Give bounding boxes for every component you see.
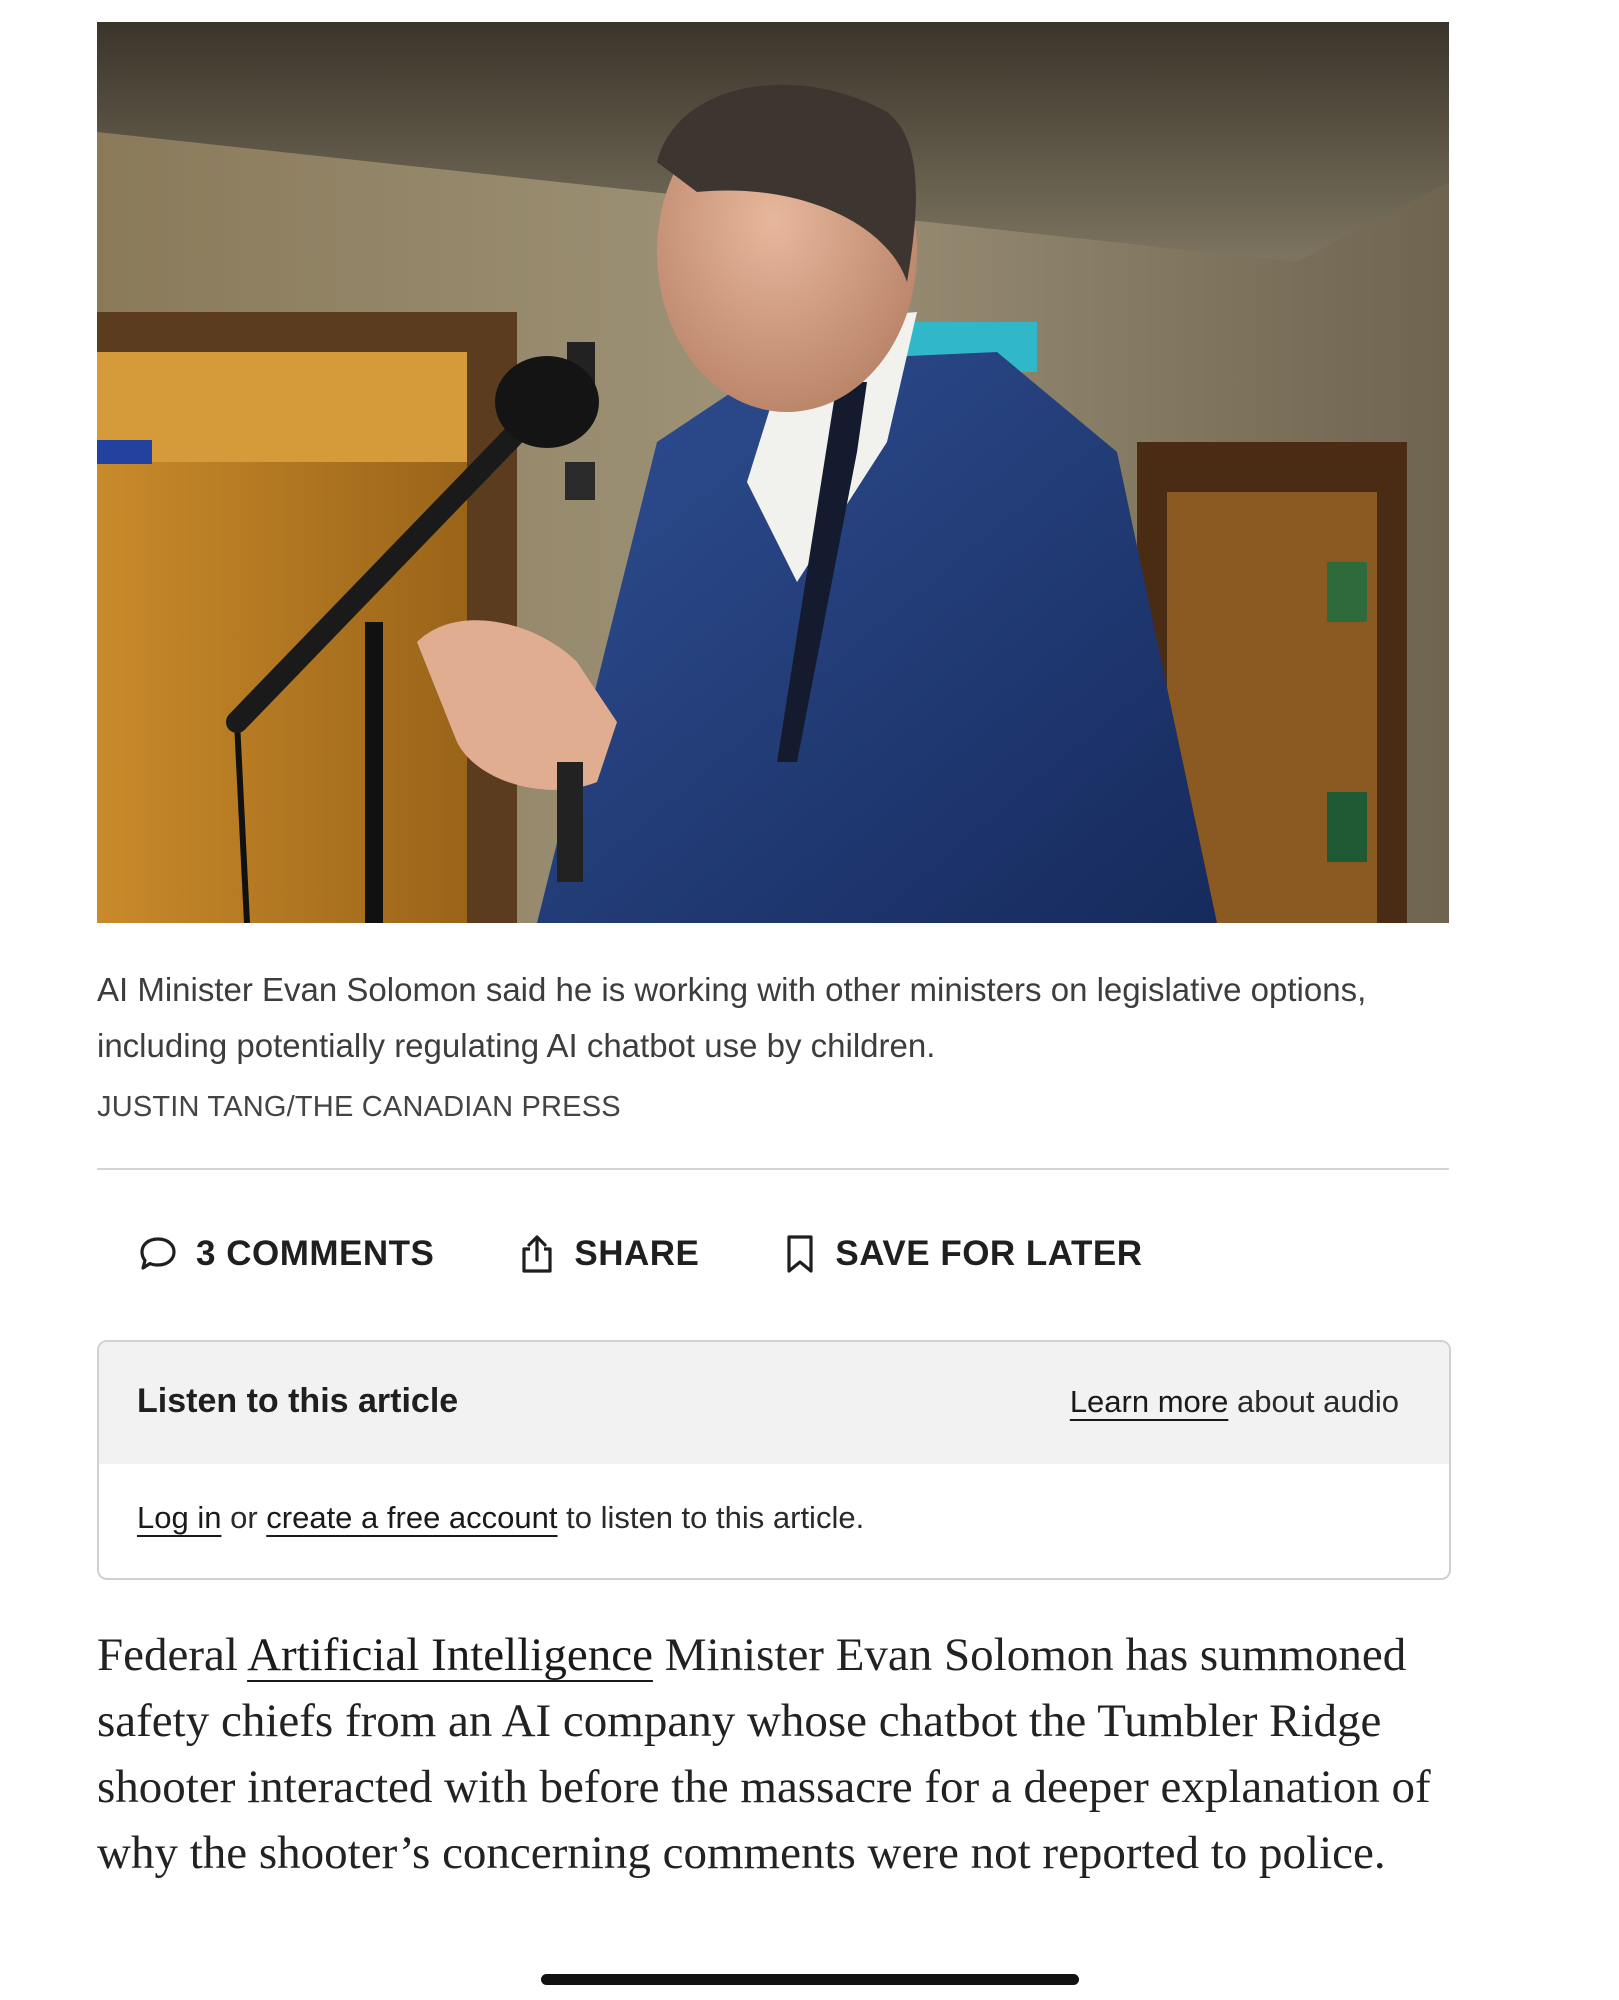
or-text: or: [221, 1500, 267, 1535]
save-for-later-label: SAVE FOR LATER: [835, 1234, 1143, 1273]
article-body-text: Minister Evan Solomon has summoned safety chiefs from an AI company whose chatbot the Tumbler Ridge shooter interacted with before the massacre for a deeper explanation of why the shooter’s concerning comments were not reported to police.: [97, 1629, 1431, 1879]
article-actions: [138, 1226, 1227, 1282]
photo-credit: JUSTIN TANG/THE CANADIAN PRESS: [97, 1091, 621, 1123]
listen-panel-header: [99, 1342, 1449, 1464]
share-icon: [518, 1234, 556, 1274]
log-in-link[interactable]: Log in: [137, 1500, 222, 1535]
photo-caption: AI Minister Evan Solomon said he is working with other ministers on legislative options, including potentially regulating AI chatbot use by children.: [97, 971, 1367, 1064]
divider: [97, 1168, 1449, 1170]
article-photo[interactable]: [97, 22, 1449, 923]
listen-login-prompt: [137, 1500, 864, 1536]
topic-link-artificial-intelligence[interactable]: Artificial Intelligence: [247, 1629, 653, 1681]
listen-title: Listen to this article: [137, 1382, 459, 1420]
bookmark-icon: [783, 1233, 817, 1275]
listen-to-article-panel: [97, 1340, 1451, 1580]
learn-more-link[interactable]: Learn more: [1069, 1384, 1229, 1419]
share-button[interactable]: [518, 1234, 699, 1274]
save-for-later-button[interactable]: [783, 1233, 1142, 1275]
comments-label: 3 COMMENTS: [196, 1234, 435, 1273]
article-lead-paragraph: [97, 1622, 1477, 1886]
photo-illustration: [97, 22, 1449, 923]
listen-suffix: to listen to this article.: [557, 1500, 865, 1535]
home-indicator[interactable]: [541, 1974, 1079, 1985]
create-account-link[interactable]: create a free account: [266, 1500, 558, 1535]
learn-more-audio: [1070, 1384, 1399, 1420]
comments-button[interactable]: [138, 1234, 434, 1274]
comment-icon: [138, 1235, 178, 1273]
learn-more-suffix: about audio: [1228, 1384, 1399, 1419]
share-label: SHARE: [574, 1234, 700, 1273]
lead-word: Federal: [97, 1629, 248, 1681]
